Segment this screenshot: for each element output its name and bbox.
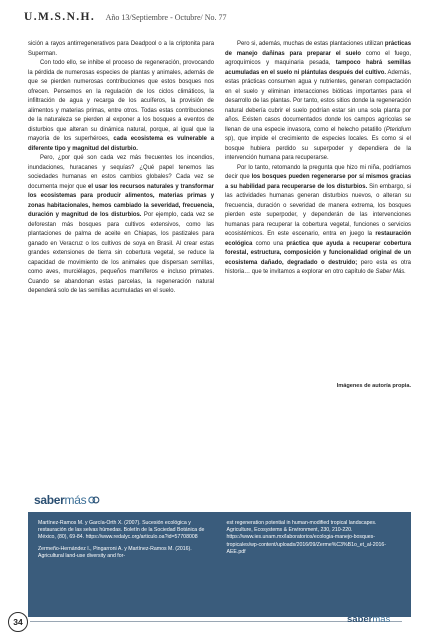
- references-column-left: [38, 520, 213, 609]
- issue-info: Año 13/Septiembre - Octubre/ No. 77: [105, 13, 227, 22]
- saber-mas-logo: sabermás: [34, 492, 100, 508]
- reference: Martínez-Ramos M. y García-Orth X. (2007). Sucesión ecológica y restauración de las selvas húmedas. Boletín de la Sociedad Botánica de México, (80), 69-84. https://www.redalyc.org/articulo.oa?id=57708008: [38, 520, 205, 541]
- right-column: [225, 40, 411, 278]
- footer-logo: sabermás: [347, 614, 391, 625]
- paragraph: Con todo ello, se inhibe el proceso de regeneración, provocando la pérdida de numerosas especies de plantas y animales, además de que se pierden numerosas contribuciones que estos bosques nos ofrecen. Pensemos en la regulación de los ciclos climáticos, la infiltración de agua y recarga de los acuíferos, la provisión de alimentos y materias primas, entre otros. Todas estas contribuciones de la naturaleza se pierden al exponer a los bosques a eventos de disturbios que alteran su dinámica natural, porque, al igual que la mayoría de los superhéroes, cada ecosistema es vulnerable a diferente tipo y magnitud del disturbio.: [28, 60, 214, 152]
- left-column: [28, 40, 214, 297]
- logo-rings-icon: [88, 494, 100, 506]
- paragraph: Pero, ¿por qué son cada vez más frecuentes los incendios, inundaciones, huracanes y sequías? ¿Qué papel tenemos las sociedades humanas en estos cambios globales? Cada vez se documenta mejor que el usar los recursos naturales y transformar los ecosistemas para producir alimentos, materias primas y zonas habitacionales, hemos cambiado la severidad, frecuencia, duración y magnitud de los disturbios. Por ejemplo, cada vez se deforestan más bosques para cultivos extensivos, como las plantaciones de palma de aceite en Chiapas, los pastizales para ganado en Veracruz o los cultivos de soya en Brasil. Al crear estas grandes extensiones de tierra sin cobertura vegetal, se reduce la capacidad de movimiento de los animales que dispersan semillas, como aves, murciélagos, pequeños mamíferos e incluso primates. Cuando se abandonan estas parcelas, la regeneración natural dependerá solo de las semillas acumuladas en el suelo.: [28, 155, 214, 294]
- paragraph: sición a rayos antirregenerativos para Deadpool o a la criptonita para Superman.: [28, 41, 214, 57]
- reference: Zermeño-Hernández I., Pingarroni A. y Martínez-Ramos M. (2016). Agricultural land-use diversity and for-: [38, 545, 192, 559]
- page-header: [24, 7, 227, 21]
- page-number: 34: [8, 612, 28, 632]
- references-box: [28, 512, 411, 617]
- reference: est regeneration potential in human-modified tropical landscapes. Agriculture, Ecosystems & Environment, 230, 210-220. https://www.ies.unam.mx/laboratorios/ecologia-manejo-bosques-tropicales/wp-content/uploads/2016/09/Zerme%C3%B1o_et_al-2016-AEE.pdf: [226, 520, 386, 555]
- references-column-right: [227, 520, 402, 609]
- paragraph: Por lo tanto, retomando la pregunta que hizo mi niña, podríamos decir que los bosques pueden regenerarse por sí mismos gracias a su habilidad para recuperarse de los disturbios. Sin embargo, si las actividades humanas generan disturbios nuevos, o alteran su frecuencia, duración o severidad de manera extrema, los bosques pierden este superpoder, y dependerán de las intervenciones humanas para recuperar la cobertura vegetal, funciones o servicios ecosistémicos. En este escenario, entra en juego la restauración ecológica como una práctica que ayuda a recuperar cobertura forestal, estructura, composición y funcionalidad original de un ecosistema dañado, degradado o destruido; pero esta es otra historia… que te invitamos a explorar en otro capítulo de Saber Más.: [225, 164, 411, 275]
- magazine-name: U.M.S.N.H.: [24, 11, 96, 23]
- image-credits: Imágenes de autoría propia.: [336, 383, 411, 389]
- paragraph: Pero si, además, muchas de estas plantaciones utilizan prácticas de manejo dañinas para preparar el suelo como el fuego, agroquímicos y maquinaria pesada, tampoco habrá semillas acumuladas en el suelo ni plántulas después del cultivo. Además, estas prácticas consumen agua y nutrientes, generan compactación en el suelo y eliminan interacciones bióticas importantes para el desarrollo de las plantas. Por tanto, estos sitios donde la regeneración natural debería cubrir el suelo podrían estar sin una sola planta por años. Existen casos documentados donde los campos agrícolas se llenan de una especie invasora, como el helecho petatillo (Pteridium sp), que impide el crecimiento de especies locales. Es como si el bosque hubiera perdido su superpoder y dependiera de la intervención humana para recuperarse.: [225, 41, 411, 161]
